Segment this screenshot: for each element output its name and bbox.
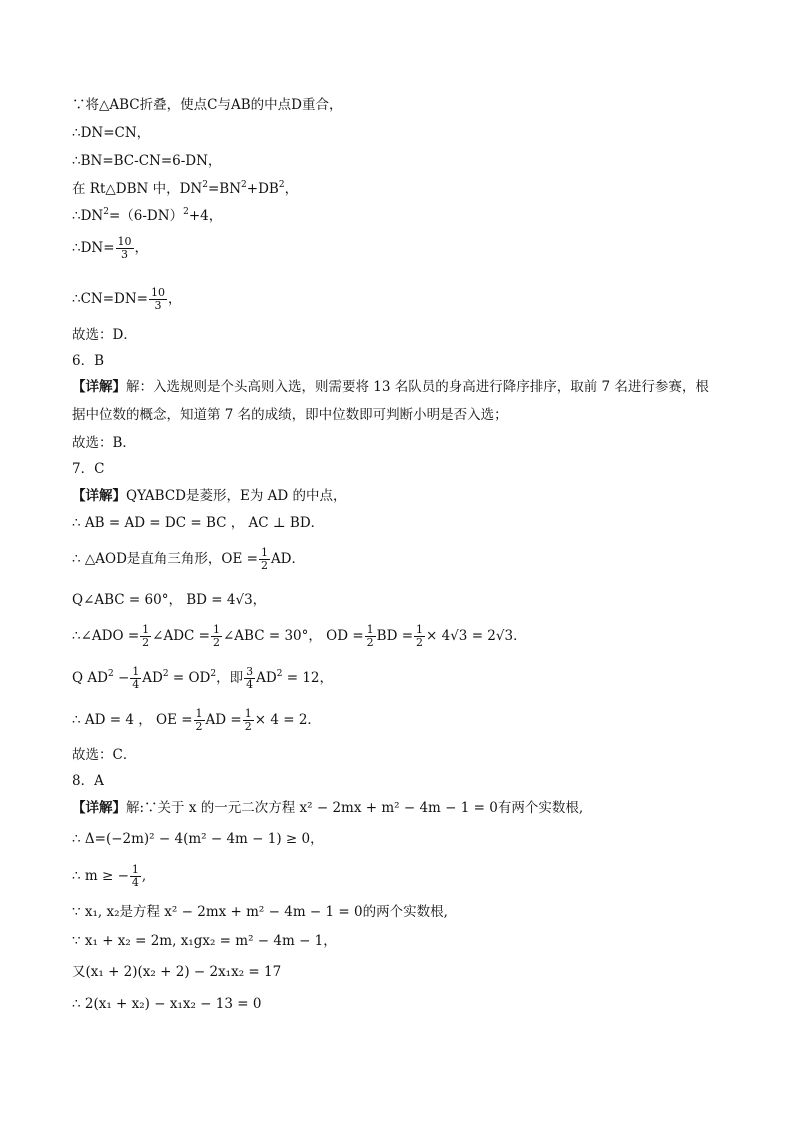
fraction: $\frac{10}{3}$ xyxy=(117,235,132,261)
text-line: ∴BN=BC-CN=6-DN， xyxy=(72,153,222,169)
text-line: 【详解】解:∵关于 x 的一元二次方程 x² − 2mx + m² − 4m − 1 = 0有两个实数根, xyxy=(72,800,584,816)
text-line: ∴∠ADO = $\frac{1}{2}$ ∠ADC = $\frac{1}{2}$ ∠ABC = 30°， OD = $\frac{1}{2}$ BD = $\frac{1}{2}$ × 4√3 = 2√3． xyxy=(72,623,527,649)
text-line: ∴CN=DN= $\frac{10}{3}$ ， xyxy=(72,286,182,312)
text-line: 【详解】解：入选规则是个头高则入选，则需要将 13 名队员的身高进行降序排序，取前 7 名进行参赛，根 xyxy=(72,379,709,395)
text-line: 【详解】QYABCD是菱形，E为 AD 的中点， xyxy=(72,488,347,504)
text-line: ∴DN=CN， xyxy=(72,125,151,141)
fraction: $\frac{1}{4}$ xyxy=(131,863,139,889)
text-line: 故选：D． xyxy=(72,327,137,343)
text-line: $\therefore DN^2=(6-DN)^2+4$， xyxy=(72,207,223,224)
fraction: $\frac{1}{2}$ xyxy=(142,623,150,649)
text-line: 据中位数的概念，知道第 7 名的成绩，即中位数即可判断小明是否入选； xyxy=(72,407,508,423)
fraction: $\frac{1}{2}$ xyxy=(244,707,252,733)
text-line: 故选：C． xyxy=(72,747,137,763)
text-line: ∴ m ≥ − $\frac{1}{4}$ , xyxy=(72,863,147,889)
text-line: ∵将△ABC折叠，使点C与AB的中点D重合， xyxy=(72,97,343,113)
fraction: $\frac{1}{2}$ xyxy=(260,546,268,572)
question-number: 8．A xyxy=(72,773,104,789)
fraction: $\frac{1}{2}$ xyxy=(416,623,424,649)
question-number: 6．B xyxy=(72,353,105,369)
text-line: ∴ AD = 4 ， OE = $\frac{1}{2}$ AD = $\frac{1}{2}$ × 4 = 2． xyxy=(72,707,321,733)
text-line: ∴ △AOD是直角三角形，OE = $\frac{1}{2}$ AD． xyxy=(72,546,306,572)
fraction: $\frac{1}{2}$ xyxy=(366,623,374,649)
text-line: ∴ Δ=(−2m)² − 4(m² − 4m − 1) ≥ 0， xyxy=(72,831,324,847)
text-line: ∵ x₁ + x₂ = 2m, x₁gx₂ = m² − 4m − 1， xyxy=(72,933,337,949)
fraction: $\frac{1}{4}$ xyxy=(132,665,140,691)
fraction: $\frac{1}{2}$ xyxy=(212,623,220,649)
text-line: ∴ AB = AD = DC = BC ， AC ⊥ BD． xyxy=(72,515,325,531)
text-line: ∴DN= $\frac{10}{3}$ ， xyxy=(72,235,149,261)
question-number: 7．C xyxy=(72,461,105,477)
text-line: 在 Rt△DBN 中，$DN^2=BN^2+DB^2$， xyxy=(72,180,299,197)
text-line: 又(x₁ + 2)(x₂ + 2) − 2x₁x₂ = 17 xyxy=(72,964,282,980)
text-line: 故选：B． xyxy=(72,435,136,451)
fraction: $\frac{10}{3}$ xyxy=(151,286,165,312)
text-line: Q $AD^2$ − $\frac{1}{4}$ $AD^2 = OD^2$，即 $\frac{3}{4}$ $AD^2 = 12$， xyxy=(72,665,334,691)
text-line: ∵ x₁, x₂是方程 x² − 2mx + m² − 4m − 1 = 0的两个实数根, xyxy=(72,904,448,920)
fraction: $\frac{1}{2}$ xyxy=(195,707,203,733)
text-line: Q∠ABC = 60°， BD = 4√3， xyxy=(72,592,267,608)
fraction: $\frac{3}{4}$ xyxy=(246,665,254,691)
text-line: ∴ 2(x₁ + x₂) − x₁x₂ − 13 = 0 xyxy=(72,996,262,1012)
